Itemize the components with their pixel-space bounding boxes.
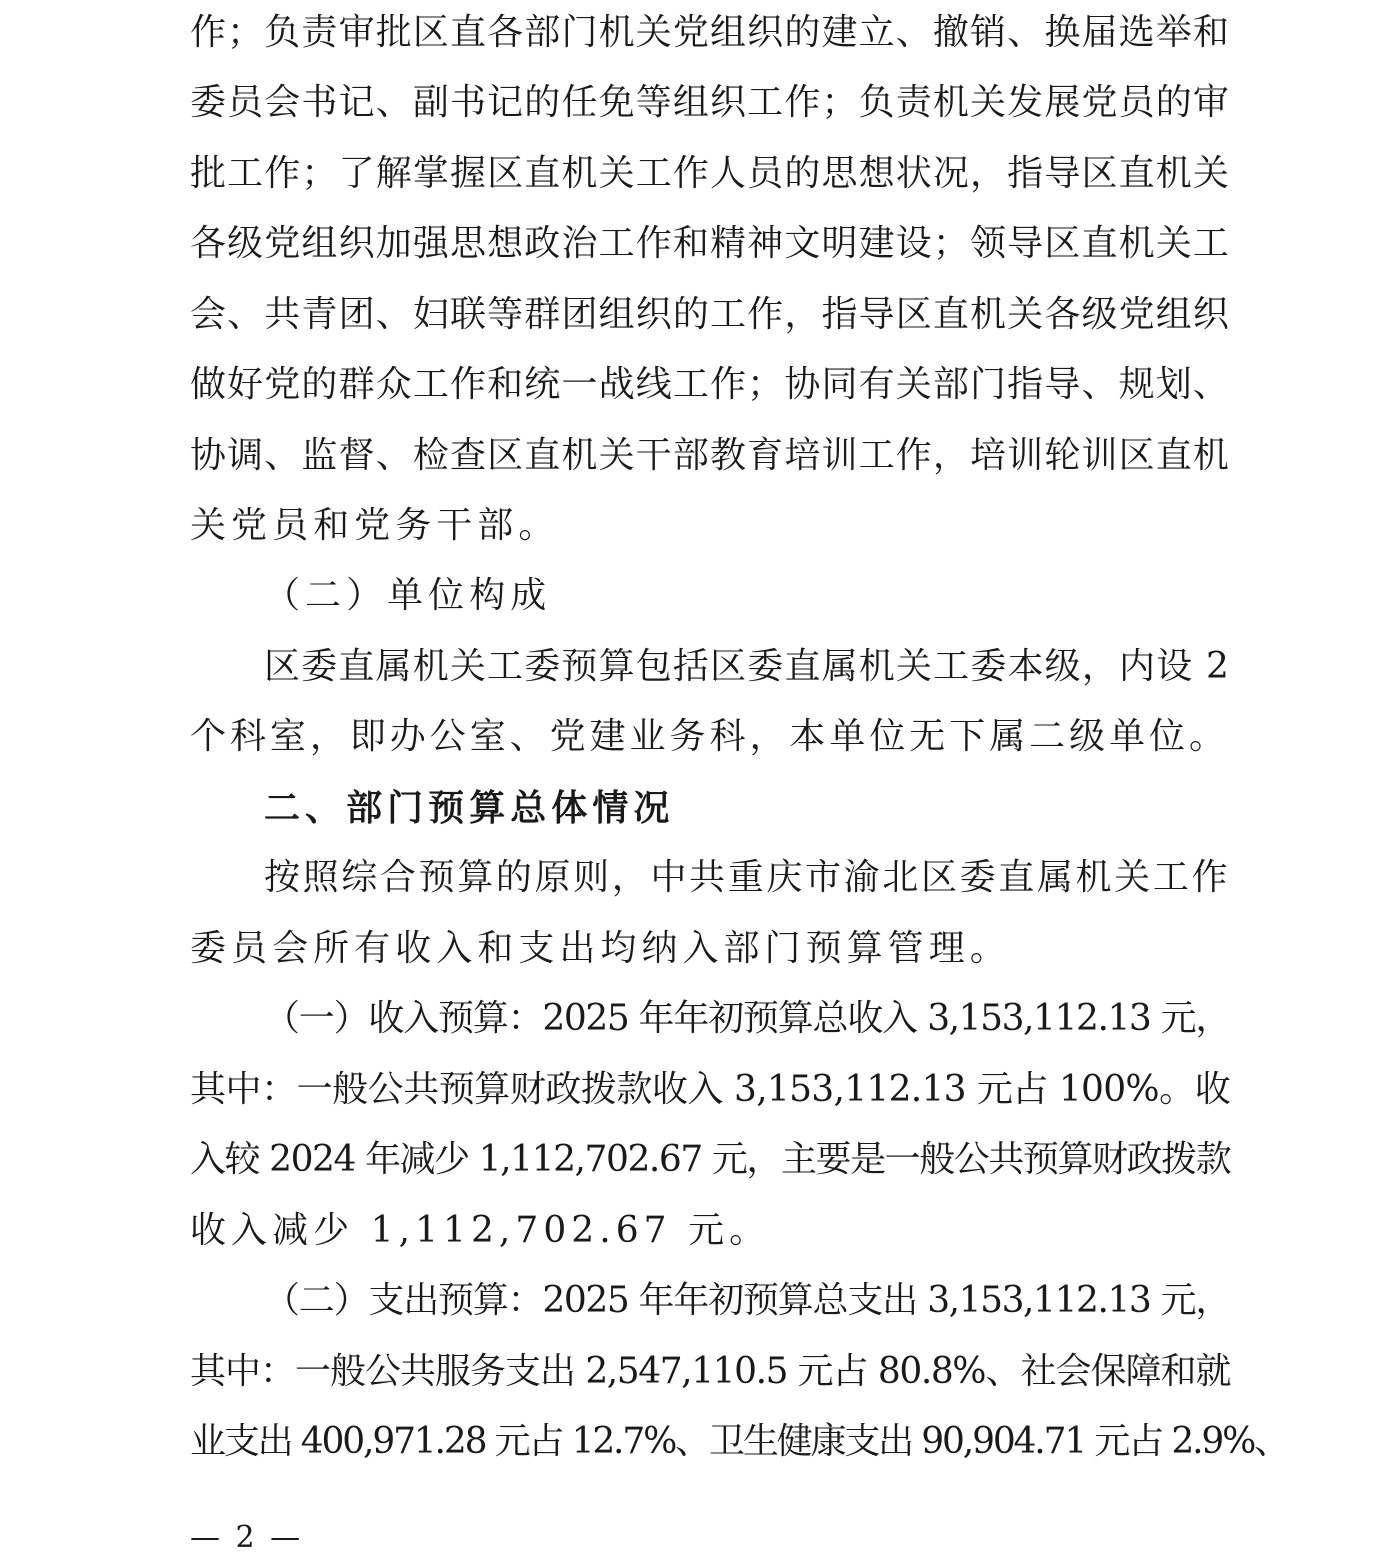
text-line: （二）支出预算：2025 年年初预算总支出 3,153,112.13 元， <box>264 1280 1230 1321</box>
text-line: 关党员和党务干部。 <box>190 505 560 546</box>
text-line: 作；负责审批区直各部门机关党组织的建立、撤销、换届选举和 <box>190 12 1230 53</box>
text-line: 其中：一般公共服务支出 2,547,110.5 元占 80.8%、社会保障和就 <box>190 1351 1230 1392</box>
text-line: 委员会书记、副书记的任免等组织工作；负责机关发展党员的审 <box>190 82 1230 123</box>
text-line: 个科室，即办公室、党建业务科，本单位无下属二级单位。 <box>190 716 1229 757</box>
text-line: 做好党的群众工作和统一战线工作；协同有关部门指导、规划、 <box>190 364 1230 405</box>
text-line: 协调、监督、检查区直机关干部教育培训工作，培训轮训区直机 <box>190 435 1230 476</box>
text-line: 业支出 400,971.28 元占 12.7%、卫生健康支出 90,904.71 元占 2.9%、 <box>190 1421 1288 1462</box>
page-number: — 2 — <box>190 1520 304 1555</box>
section-heading: 二、部门预算总体情况 <box>264 787 675 829</box>
text-line: 入较 2024 年减少 1,112,702.67 元，主要是一般公共预算财政拨款 <box>190 1139 1231 1180</box>
text-line: 批工作；了解掌握区直机关工作人员的思想状况，指导区直机关 <box>190 153 1230 194</box>
text-line: 按照综合预算的原则，中共重庆市渝北区委直属机关工作 <box>264 857 1230 898</box>
subsection-heading: （二）单位构成 <box>264 575 552 616</box>
text-line: 会、共青团、妇联等群团组织的工作，指导区直机关各级党组织 <box>190 294 1230 335</box>
text-line: 各级党组织加强思想政治工作和精神文明建设；领导区直机关工 <box>190 223 1230 264</box>
text-line: 其中：一般公共预算财政拨款收入 3,153,112.13 元占 100%。收 <box>190 1069 1230 1110</box>
text-line: 区委直属机关工委预算包括区委直属机关工委本级，内设 2 <box>264 646 1230 687</box>
text-line: （一）收入预算：2025 年年初预算总收入 3,153,112.13 元， <box>264 998 1230 1039</box>
text-line: 收入减少 1,112,702.67 元。 <box>190 1210 771 1251</box>
text-line: 委员会所有收入和支出均纳入部门预算管理。 <box>190 928 1011 969</box>
